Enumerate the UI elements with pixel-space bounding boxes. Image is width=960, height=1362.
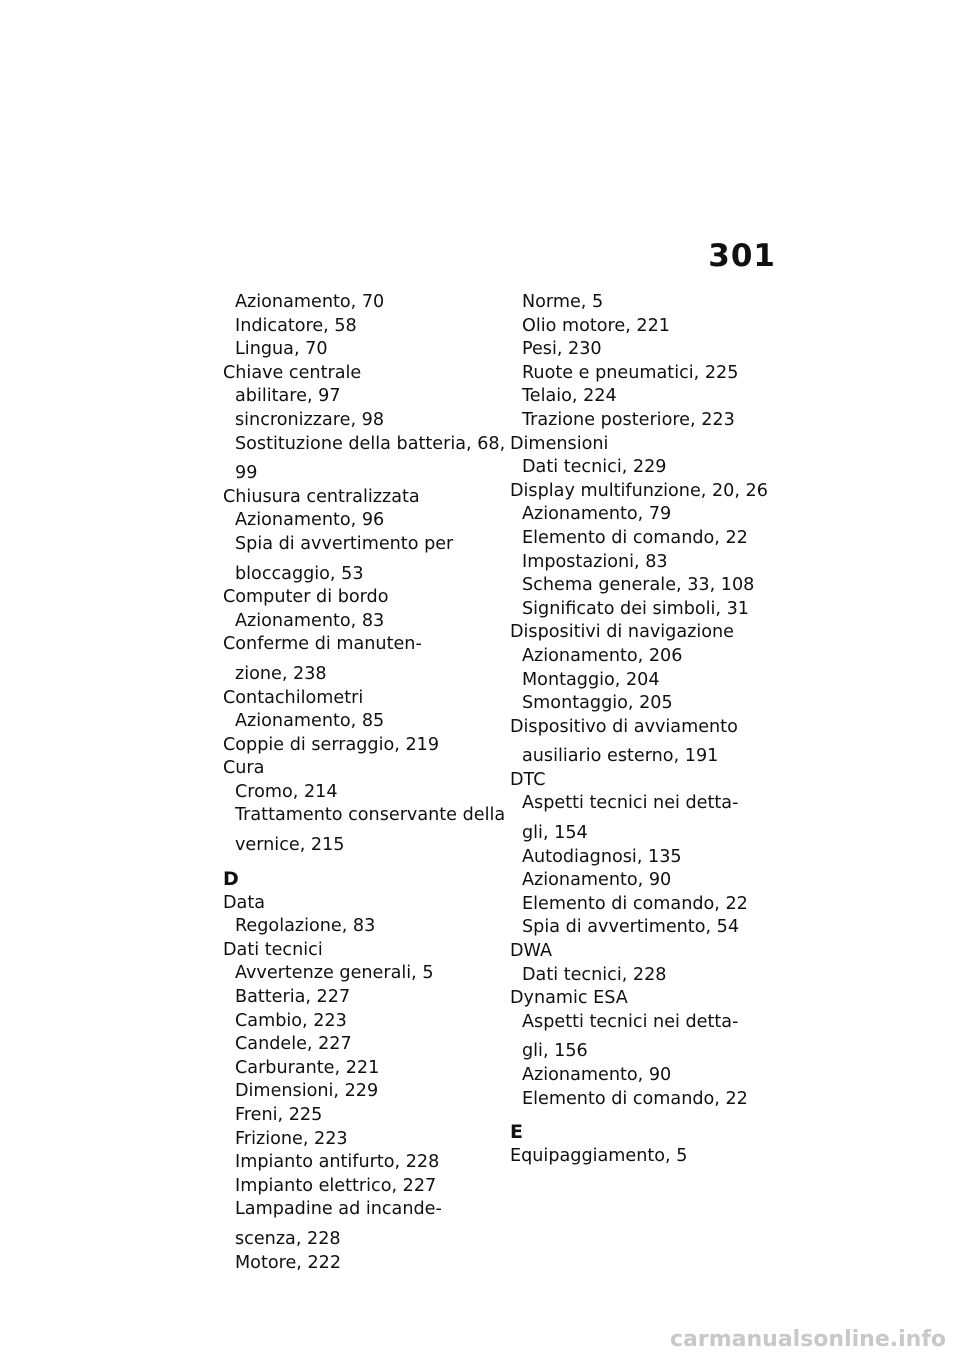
- index-subentry: Candele, 227: [235, 1034, 352, 1055]
- index-subentry: Azionamento, 206: [522, 645, 683, 666]
- index-subentry: Aspetti tecnici nei detta-: [522, 1011, 739, 1032]
- index-subentry: Azionamento, 96: [235, 510, 385, 531]
- index-subentry: Sostituzione della batteria, 68,: [235, 433, 506, 454]
- index-subentry-continuation: gli, 154: [522, 823, 588, 844]
- index-subentry: Spia di avvertimento per: [235, 533, 454, 554]
- index-subentry: Freni, 225: [235, 1105, 323, 1125]
- index-subentry: Aspetti tecnici nei detta-: [522, 793, 739, 814]
- page-number: 301: [708, 238, 776, 274]
- index-entry: Dispositivo di avviamento: [510, 716, 738, 737]
- index-subentry: abilitare, 97: [235, 386, 341, 407]
- index-subentry: Azionamento, 85: [235, 711, 385, 732]
- index-subentry: Avvertenze generali, 5: [235, 963, 434, 984]
- index-subentry-continuation: bloccaggio, 53: [235, 563, 364, 584]
- index-subentry: Lingua, 70: [235, 339, 328, 360]
- index-entry: Chiave centrale: [223, 362, 362, 383]
- index-entry: Dynamic ESA: [510, 988, 628, 1009]
- index-entry: Computer di bordo: [223, 587, 389, 608]
- index-subentry: Carburante, 221: [235, 1057, 380, 1078]
- index-entry: Dati tecnici: [223, 939, 323, 960]
- index-subentry: Azionamento, 90: [522, 1065, 672, 1085]
- index-subentry: Smontaggio, 205: [522, 693, 673, 714]
- index-column-left: [223, 292, 506, 1273]
- index-subentry: Telaio, 224: [522, 386, 617, 407]
- index-entry: Conferme di manuten-: [223, 634, 422, 655]
- index-subentry: Impianto elettrico, 227: [235, 1175, 437, 1196]
- index-subentry: Ruote e pneumatici, 225: [522, 362, 739, 383]
- index-section-letter: E: [510, 1121, 523, 1144]
- index-subentry: Dati tecnici, 229: [522, 457, 667, 478]
- index-subentry: Spia di avvertimento, 54: [522, 917, 740, 938]
- index-subentry: sincronizzare, 98: [235, 409, 385, 430]
- index-subentry: Motore, 222: [235, 1252, 342, 1273]
- index-subentry: Azionamento, 83: [235, 610, 385, 631]
- index-subentry: Schema generale, 33, 108: [522, 575, 755, 596]
- index-subentry: Indicatore, 58: [235, 315, 357, 336]
- index-subentry-continuation: scenza, 228: [235, 1228, 341, 1249]
- index-entry: DTC: [510, 769, 546, 790]
- index-entry: Dispositivi di navigazione: [510, 622, 734, 643]
- index-subentry: Significato dei simboli, 31: [522, 598, 750, 619]
- watermark: carmanualsonline.info: [670, 1327, 946, 1352]
- index-subentry: Elemento di comando, 22: [522, 527, 748, 548]
- index-subentry: Trazione posteriore, 223: [522, 409, 735, 430]
- index-subentry: Elemento di comando, 22: [522, 1088, 748, 1109]
- index-subentry: Olio motore, 221: [522, 315, 670, 336]
- index-subentry: Impianto antifurto, 228: [235, 1152, 440, 1173]
- index-entry: DWA: [510, 941, 553, 962]
- index-entry: Contachilometri: [223, 687, 364, 708]
- index-subentry: Cromo, 214: [235, 781, 338, 802]
- index-entry: Data: [223, 892, 266, 913]
- index-subentry: Regolazione, 83: [235, 916, 376, 937]
- index-subentry: Cambio, 223: [235, 1010, 347, 1031]
- index-subentry: Dimensioni, 229: [235, 1081, 379, 1102]
- index-subentry: Norme, 5: [522, 292, 604, 312]
- index-subentry: Azionamento, 79: [522, 504, 672, 525]
- index-subentry: Batteria, 227: [235, 987, 351, 1008]
- index-section-letter: D: [223, 867, 239, 890]
- index-subentry: Montaggio, 204: [522, 669, 660, 690]
- index-subentry: Dati tecnici, 228: [522, 964, 667, 985]
- index-entry: Display multifunzione, 20, 26: [510, 480, 768, 501]
- index-subentry: Lampadine ad incande-: [235, 1199, 442, 1220]
- index-subentry: Elemento di comando, 22: [522, 893, 748, 914]
- index-subentry-continuation: 99: [235, 463, 258, 484]
- index-subentry: Trattamento conservante della: [235, 805, 506, 826]
- index-subentry: Autodiagnosi, 135: [522, 846, 682, 867]
- index-subentry: Impostazioni, 83: [522, 551, 668, 572]
- index-subentry-continuation: gli, 156: [522, 1041, 588, 1062]
- index-subentry: Pesi, 230: [522, 339, 602, 360]
- index-subentry-continuation: zione, 238: [235, 663, 327, 684]
- index-subentry-continuation: vernice, 215: [235, 835, 345, 856]
- index-subentry-continuation: ausiliario esterno, 191: [522, 746, 719, 767]
- index-entry: Dimensioni: [510, 433, 609, 454]
- index-subentry: Azionamento, 70: [235, 292, 385, 312]
- index-subentry: Frizione, 223: [235, 1128, 348, 1149]
- index-entry: Coppie di serraggio, 219: [223, 734, 440, 755]
- index-entry: Chiusura centralizzata: [223, 486, 420, 507]
- index-subentry: Azionamento, 90: [522, 870, 672, 891]
- index-entry: Equipaggiamento, 5: [510, 1146, 688, 1167]
- index-entry: Cura: [223, 758, 265, 779]
- index-column-right: [510, 292, 790, 1167]
